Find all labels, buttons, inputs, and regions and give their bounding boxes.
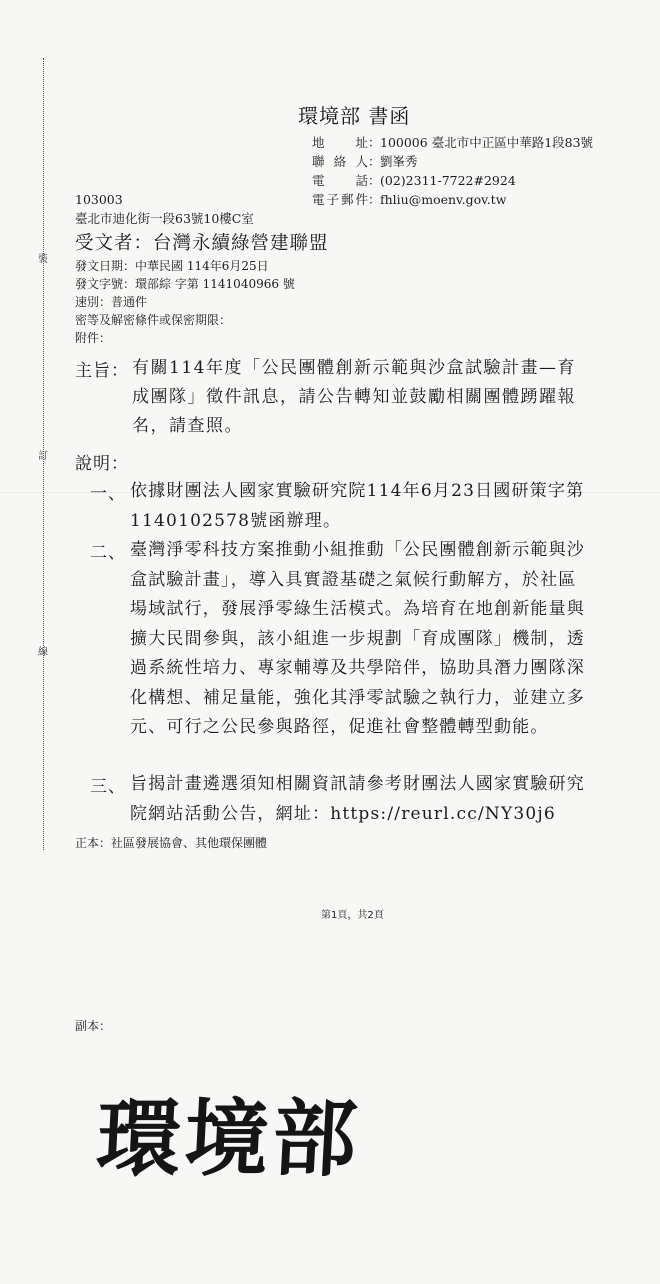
address-value: 100006 臺北市中正區中華路1段83號 — [380, 135, 594, 150]
email-label: 電子郵件 — [312, 192, 368, 207]
date-value: 中華民國 114年6月25日 — [135, 259, 269, 273]
item-number-3: 三、 — [90, 777, 126, 797]
phone-label: 電話 — [312, 173, 368, 188]
email-row: 電子郵件：fhliu@moenv.gov.tw — [312, 192, 507, 207]
phone-value: (02)2311-7722#2924 — [380, 173, 516, 188]
document-title: 環境部 書函 — [298, 104, 411, 128]
doc-number-label: 發文字號： — [75, 277, 136, 291]
postal-code: 103003 — [75, 192, 123, 207]
contact-row: 聯絡人：劉峯秀 — [312, 154, 418, 169]
copy-recipients: 副本： — [75, 1019, 112, 1033]
item-text-1: 依據財團法人國家實驗研究院114年6月23日國研策字第1140102578號函辦理。 — [130, 481, 585, 531]
recipient-row — [75, 229, 329, 255]
recipient-label: 受文者： — [75, 233, 154, 254]
subject-text: 有關114年度「公民團體創新示範與沙盒試驗計畫—育成團隊」徵件訊息，請公告轉知並鼓勵相關團體踴躍報名，請查照。 — [132, 358, 576, 436]
explanation-label: 說明： — [75, 454, 129, 474]
item-text-2: 臺灣淨零科技方案推動小組推動「公民團體創新示範與沙盒試驗計畫」，導入具實證基礎之氣候行動解方，於社區場域試行，發展淨零綠生活模式。為培育在地創新能量與擴大民間參與，該小組進一步規劃「育成團隊」機制，透過系統性培力、專家輔導及共學陪伴，協助具潛力團隊深化構想、補足量能，強化其淨零試驗之執行力，並建立多元、可行之公民參與路徑，促進社會整體轉型動能。 — [130, 540, 585, 737]
address-row: 地址：100006 臺北市中正區中華路1段83號 — [312, 135, 594, 150]
speed-row — [75, 293, 147, 310]
phone-row: 電話：(02)2311-7722#2924 — [312, 173, 516, 188]
subject-label: 主旨： — [75, 361, 129, 381]
item-number-1: 一、 — [90, 484, 126, 504]
secrecy-row — [75, 311, 231, 328]
doc-number-value: 環部綜 字第 1141040966 號 — [135, 277, 295, 291]
secrecy-label: 密等及解密條件或保密期限： — [75, 313, 232, 327]
date-label: 發文日期： — [75, 259, 136, 273]
email-value: fhliu@moenv.gov.tw — [380, 192, 507, 207]
agency-seal: 環境部 — [94, 1089, 364, 1188]
page-number: 第1頁，共2頁 — [321, 910, 384, 921]
binding-mark-top: 裝 — [38, 254, 48, 265]
attachments-row — [75, 329, 111, 346]
address-label: 地址 — [312, 135, 368, 150]
binding-mark-bottom: 線 — [38, 647, 48, 658]
doc-number-row — [75, 275, 295, 292]
speed-value: 普通件 — [111, 295, 148, 309]
contact-value: 劉峯秀 — [380, 154, 418, 169]
item-number-2: 二、 — [90, 543, 126, 563]
primary-recipients: 正本：社區發展協會、其他環保團體 — [75, 836, 268, 850]
binding-mark-middle: 訂 — [38, 451, 48, 462]
attachments-label: 附件： — [75, 331, 112, 345]
recipient-address: 臺北市迪化街一段63號10樓C室 — [75, 211, 254, 226]
recipient-name: 台灣永續綠營建聯盟 — [153, 233, 329, 254]
contact-label: 聯絡人 — [312, 154, 368, 169]
speed-label: 速別： — [75, 295, 112, 309]
item-text-3: 旨揭計畫遴選須知相關資訊請參考財團法人國家實驗研究院網站活動公告，網址：https://reurl.cc/NY30j6 — [130, 774, 585, 824]
date-row — [75, 257, 269, 274]
